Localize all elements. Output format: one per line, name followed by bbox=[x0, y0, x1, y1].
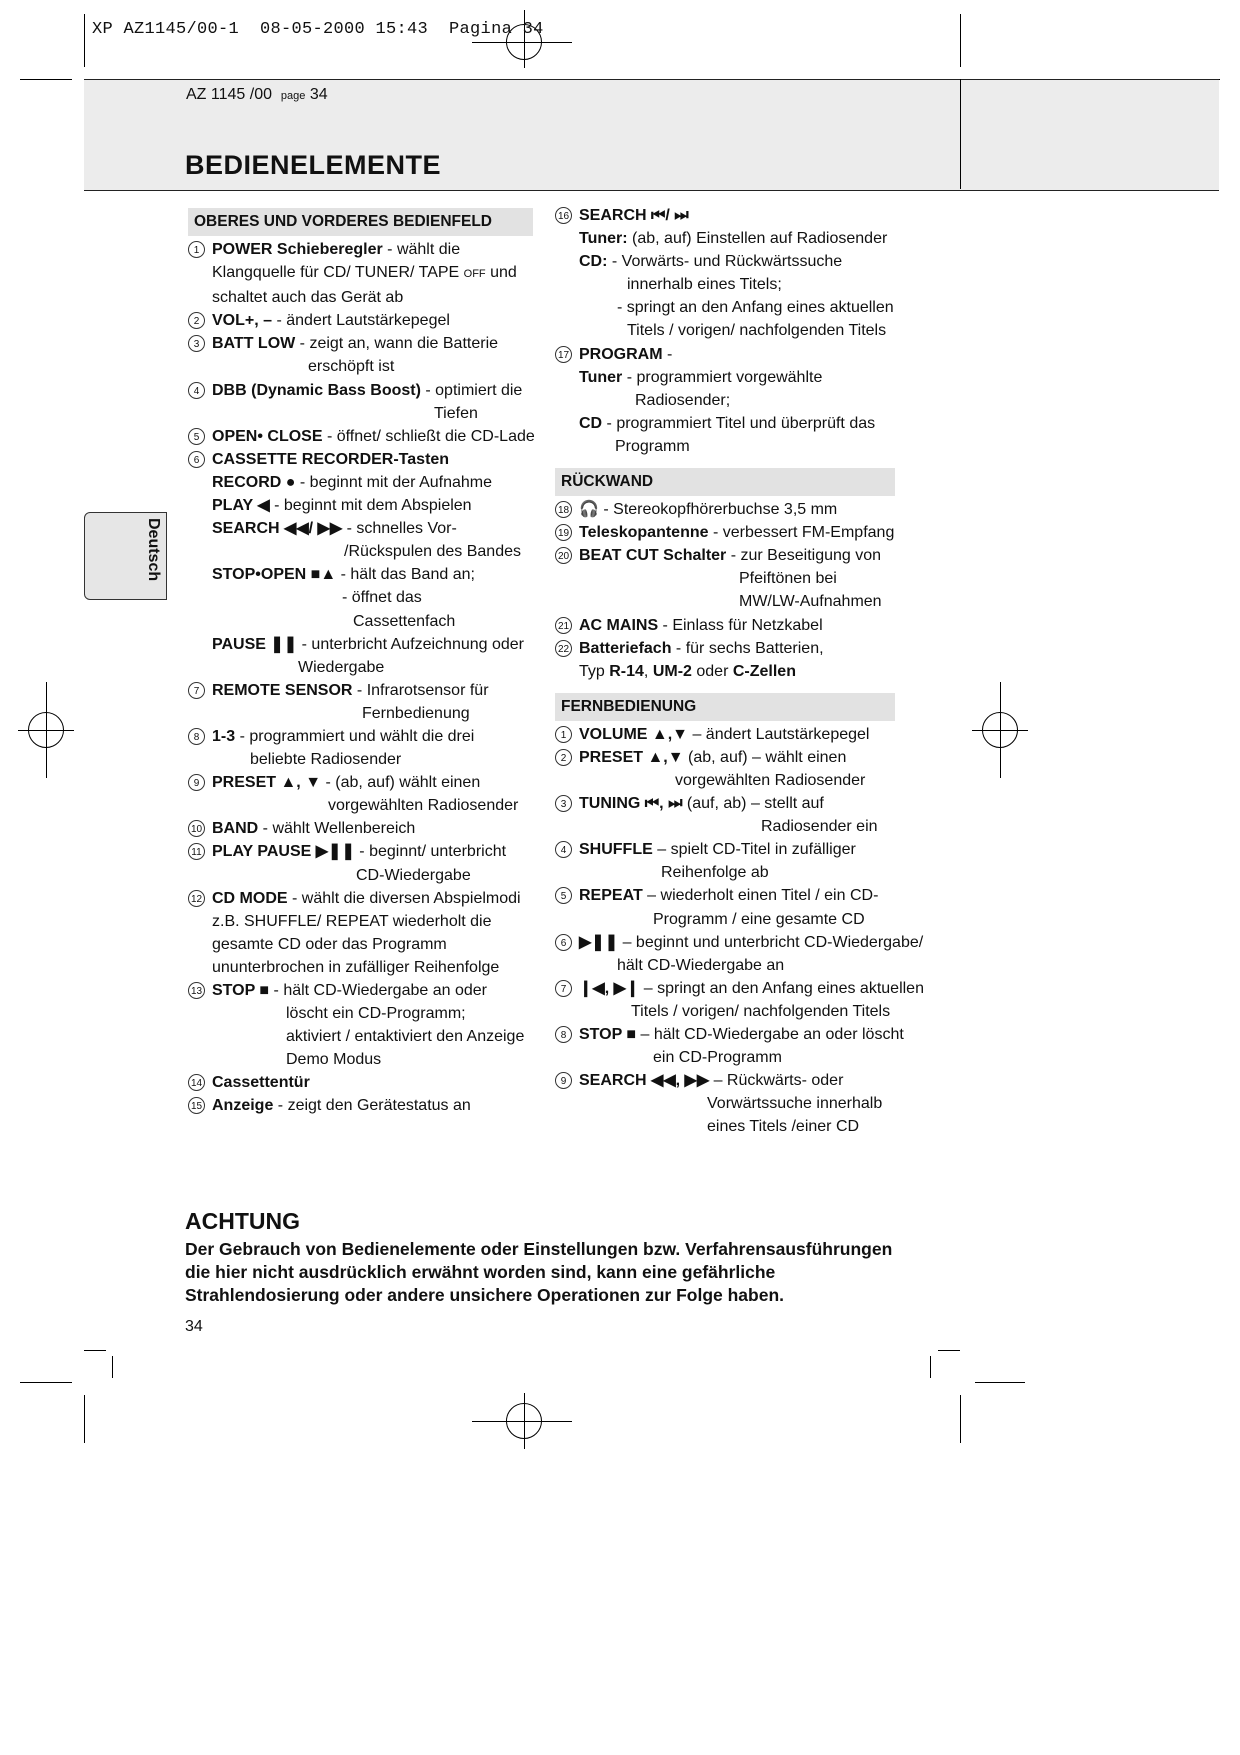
warning-text: Der Gebrauch von Bedienelemente oder Einstellungen bzw. Verfahrensausführungen die hier nicht ausdrücklich erwähnt worden sind, kann eine gefährliche Strahlendosierung oder andere unsichere Operationen zur Folge haben. bbox=[185, 1239, 893, 1305]
registration-mark bbox=[472, 42, 572, 43]
list-item: 1 VOLUME ▲,▼ – ändert Lautstärkepegel bbox=[555, 723, 895, 746]
crop-mark bbox=[112, 1356, 113, 1378]
registration-mark bbox=[524, 10, 525, 68]
left-column bbox=[188, 208, 533, 1118]
list-item: 12 CD MODE - wählt die diversen Abspielmodi z.B. SHUFFLE/ REPEAT wiederholt die gesamte CD oder das Programm ununterbrochen in zufälliger Reihenfolge bbox=[188, 887, 533, 979]
list-item: 8 STOP ■ – hält CD-Wiedergabe an oder löscht ein CD-Programm bbox=[555, 1023, 895, 1069]
list-item: 6 ▶❚❚ – beginnt und unterbricht CD-Wiedergabe/ hält CD-Wiedergabe an bbox=[555, 931, 895, 977]
list-item: 3 BATT LOW - zeigt an, wann die Batterie erschöpft ist bbox=[188, 332, 533, 378]
page-label: AZ 1145 /00 page 34 bbox=[186, 86, 328, 103]
crop-mark bbox=[938, 1350, 960, 1351]
section-heading: OBERES UND VORDERES BEDIENFELD bbox=[188, 208, 533, 236]
list-item: 5 REPEAT – wiederholt einen Titel / ein CD- Programm / eine gesamte CD bbox=[555, 884, 895, 930]
warning-title: ACHTUNG bbox=[185, 1208, 300, 1234]
list-item: 7 REMOTE SENSOR - Infrarotsensor für Fernbedienung bbox=[188, 679, 533, 725]
crop-mark bbox=[84, 1395, 85, 1443]
header-divider bbox=[960, 79, 961, 189]
print-slug: XP AZ1145/00-1 08-05-2000 15:43 Pagina 34 bbox=[92, 20, 544, 39]
list-item: 2 VOL+, – - ändert Lautstärkepegel bbox=[188, 309, 533, 332]
list-item: 9 PRESET ▲, ▼ - (ab, auf) wählt einen vorgewählten Radiosender bbox=[188, 771, 533, 817]
list-item: 13 STOP ■ - hält CD-Wiedergabe an oder löscht ein CD-Programm; aktiviert / entaktiviert den Anzeige Demo Modus bbox=[188, 979, 533, 1071]
list-item: 18 🎧 - Stereokopfhörerbuchse 3,5 mm bbox=[555, 498, 895, 521]
right-column bbox=[555, 204, 924, 1138]
list-item: 9 SEARCH ◀◀, ▶▶ – Rückwärts- oder Vorwärtssuche innerhalb eines Titels /einer CD bbox=[555, 1069, 895, 1138]
crop-mark bbox=[960, 1395, 961, 1443]
list-item: 2 PRESET ▲,▼ (ab, auf) – wählt einen vorgewählten Radiosender bbox=[555, 746, 895, 792]
registration-mark bbox=[46, 682, 47, 778]
list-item: 4 SHUFFLE – spielt CD-Titel in zufälliger Reihenfolge ab bbox=[555, 838, 895, 884]
list-item: 19 Teleskopantenne - verbessert FM-Empfang bbox=[555, 521, 895, 544]
list-item: 17 PROGRAM - Tuner - programmiert vorgewählte Radiosender; CD - programmiert Titel und überprüft das Programm bbox=[555, 343, 895, 458]
section-heading: FERNBEDIENUNG bbox=[555, 693, 895, 721]
page-number: 34 bbox=[185, 1318, 203, 1335]
page-title: BEDIENELEMENTE bbox=[185, 150, 442, 180]
list-item: 6 CASSETTE RECORDER-Tasten RECORD ● - beginnt mit der Aufnahme PLAY ◀ - beginnt mit dem Abspielen SEARCH ◀◀/ ▶▶ - schnelles Vor- /Rückspulen des Bandes STOP•OPEN ■▲ - hält das Band an; - öffnet das Cassettenfach PAUSE ❚❚ - unterbricht Aufzeichnung oder Wiedergabe bbox=[188, 448, 533, 679]
list-item: 21 AC MAINS - Einlass für Netzkabel bbox=[555, 614, 895, 637]
list-item: 15 Anzeige - zeigt den Gerätestatus an bbox=[188, 1094, 533, 1117]
list-item: 10 BAND - wählt Wellenbereich bbox=[188, 817, 533, 840]
list-item: 3 TUNING ⏮, ⏭ (auf, ab) – stellt auf Radiosender ein bbox=[555, 792, 895, 838]
list-item: 7 ❙◀, ▶❙ – springt an den Anfang eines aktuellen Titels / vorigen/ nachfolgenden Titels bbox=[555, 977, 895, 1023]
section-heading: RÜCKWAND bbox=[555, 468, 895, 496]
headphone-icon: 🎧 bbox=[579, 501, 599, 519]
crop-mark bbox=[20, 1382, 72, 1383]
list-item: 11 PLAY PAUSE ▶❚❚ - beginnt/ unterbricht CD-Wiedergabe bbox=[188, 840, 533, 886]
crop-mark bbox=[84, 1350, 106, 1351]
crop-mark bbox=[930, 1356, 931, 1378]
crop-mark bbox=[960, 14, 961, 67]
list-item: 4 DBB (Dynamic Bass Boost) - optimiert die Tiefen bbox=[188, 379, 533, 425]
crop-mark bbox=[84, 14, 85, 67]
list-item: 14 Cassettentür bbox=[188, 1071, 533, 1094]
list-item: 20 BEAT CUT Schalter - zur Beseitigung von Pfeiftönen bei MW/LW-Aufnahmen bbox=[555, 544, 895, 613]
registration-mark bbox=[1000, 682, 1001, 778]
list-item: 8 1-3 - programmiert und wählt die drei beliebte Radiosender bbox=[188, 725, 533, 771]
list-item: 1 POWER Schieberegler - wählt die Klangquelle für CD/ TUNER/ TAPE OFF und schaltet auch das Gerät ab bbox=[188, 238, 533, 309]
crop-mark bbox=[20, 79, 72, 80]
list-item: 5 OPEN• CLOSE - öffnet/ schließt die CD-Lade bbox=[188, 425, 533, 448]
registration-mark bbox=[472, 1421, 572, 1422]
language-tab-label: Deutsch bbox=[145, 518, 162, 582]
registration-mark bbox=[524, 1393, 525, 1449]
crop-mark bbox=[975, 1382, 1025, 1383]
list-item: 16 SEARCH ⏮/ ⏭ Tuner: (ab, auf) Einstellen auf Radiosender CD: - Vorwärts- und Rückwärtssuche innerhalb eines Titels; - springt an den Anfang eines aktuellen Titels / vorigen/ nachfolgenden Titels bbox=[555, 204, 895, 343]
list-item: 22 Batteriefach - für sechs Batterien, Typ R-14, UM-2 oder C-Zellen bbox=[555, 637, 895, 683]
